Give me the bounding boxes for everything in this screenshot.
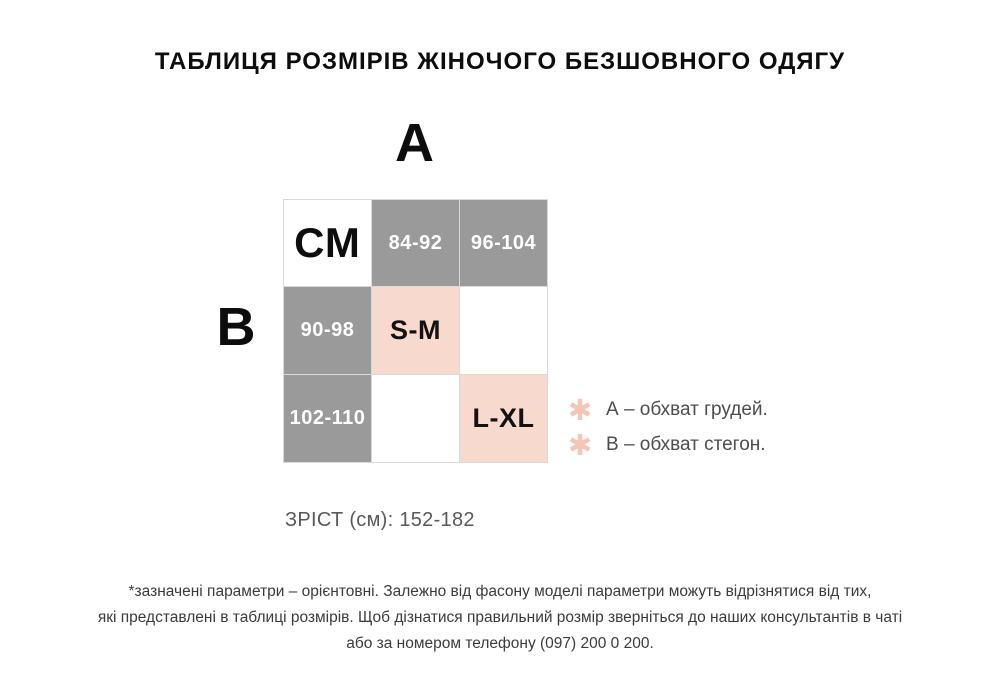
cell-empty-row1 bbox=[460, 287, 547, 374]
column-axis-label-a: А bbox=[395, 113, 434, 173]
footnote-line-3: або за номером телефону (097) 200 0 200. bbox=[346, 635, 654, 652]
cell-unit-cm: СМ bbox=[284, 200, 371, 286]
asterisk-icon: ✱ bbox=[567, 393, 593, 427]
page-title: ТАБЛИЦЯ РОЗМІРІВ ЖІНОЧОГО БЕЗШОВНОГО ОДЯГУ bbox=[154, 48, 846, 75]
cell-size-l-xl: L-XL bbox=[460, 375, 547, 462]
legend-text-chest: А – обхват грудей. bbox=[606, 399, 768, 420]
cell-chest-96-104: 96-104 bbox=[460, 200, 547, 286]
size-table bbox=[283, 199, 548, 463]
footnote-line-2: які представлені в таблиці розмірів. Щоб дізнатися правильний розмір зверніться до наших консультантів в чаті bbox=[97, 609, 903, 626]
cell-chest-84-92: 84-92 bbox=[372, 200, 459, 286]
asterisk-icon: ✱ bbox=[567, 428, 593, 462]
legend-text-hips: В – обхват стегон. bbox=[606, 434, 766, 455]
cell-empty-row2 bbox=[372, 375, 459, 462]
legend-item-chest bbox=[567, 393, 768, 427]
height-note: ЗРІСТ (см): 152-182 bbox=[285, 509, 475, 531]
footnote bbox=[0, 579, 1000, 657]
legend bbox=[567, 393, 768, 462]
footnote-line-1: *зазначені параметри – орієнтовні. Залежно від фасону моделі параметри можуть відрізнятися від тих, bbox=[128, 583, 872, 600]
legend-item-hips bbox=[567, 428, 768, 462]
cell-hips-102-110: 102-110 bbox=[284, 375, 371, 462]
row-axis-label-b: В bbox=[216, 297, 256, 357]
cell-size-s-m: S-M bbox=[372, 287, 459, 374]
cell-hips-90-98: 90-98 bbox=[284, 287, 371, 374]
